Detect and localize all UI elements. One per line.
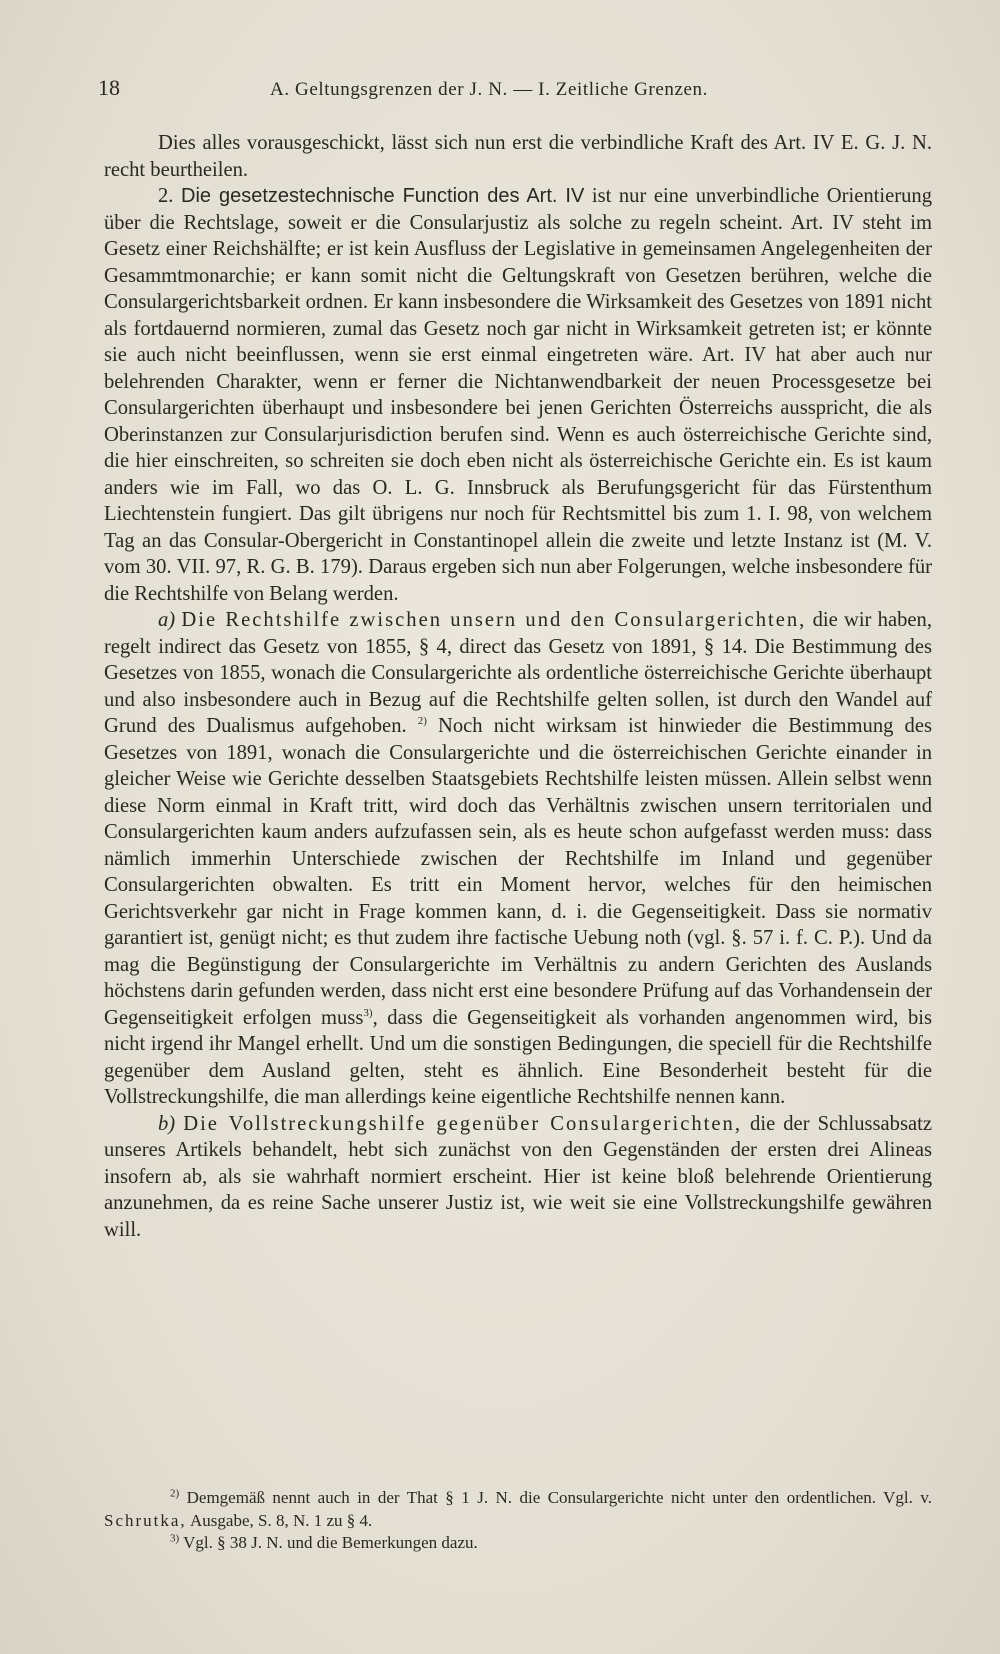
subsection-heading-b: Die Vollstreckungshilfe gegenüber Consulargerichten, — [183, 1112, 742, 1135]
paragraph-b — [104, 1111, 932, 1244]
footnote-2 — [104, 1487, 932, 1532]
footnote-3-mark: 3) — [170, 1532, 180, 1545]
paragraph-a-text-2: Noch nicht wirksam ist hinwieder die Bestimmung des Gesetzes von 1891, wonach die Consulargerichte und die österreichischen Gerichte einander in gleicher Weise wie Gerichte desselben Staatsgebiets Rechtshilfe leisten müssen. Allein selbst wenn diese Norm einmal in Kraft tritt, wird doch das Verhältnis zwischen unsern territorialen und Consulargerichten kaum anders aufzufassen sein, als es heute schon aufgefasst werden muss: dass nämlich immerhin Unterschiede zwischen der Rechtshilfe im Inland und gegenüber Consulargerichten obwalten. Es tritt ein Moment hervor, welches für den heimischen Gerichtsverkehr gar nicht in Frage kommen kann, d. i. die Gegenseitigkeit. Dass sie normativ garantiert ist, genügt nicht; es thut zudem ihre factische Uebung noth (vgl. §. 57 i. f. C. P.). Und da mag die Begünstigung der Consulargerichte im Verhältnis zu andern Gerichten des Auslands höchstens darin gefunden werden, dass nicht erst eine besondere Prüfung auf das Vorhandensein der Gegenseitigkeit erfolgen muss — [104, 715, 932, 1029]
subsection-label-a: a) — [158, 609, 176, 631]
paragraph-a-text-1: die wir haben, regelt indirect das Gesetz von 1855, § 4, direct das Gesetz von 1891, § 14. Die Bestimmung des Gesetzes von 1855, wonach die Consulargerichte als ordentliche österreichische Gerichte überhaupt und also insbesondere auch in Bezug auf die Rechtshilfe gelten sollen, ist durch den Wandel auf Grund des Dualismus aufgehoben. — [104, 609, 932, 737]
section-heading: Die gesetzestechnische Function des Art. IV — [181, 185, 585, 207]
running-head: A. Geltungsgrenzen der J. N. — I. Zeitliche Grenzen. — [270, 79, 708, 100]
footnote-3 — [104, 1532, 932, 1555]
subsection-heading-a: Die Rechtshilfe zwischen unsern und den Consulargerichten, — [181, 609, 807, 631]
paragraph-a-text-3: , dass die Gegenseitigkeit als vorhanden angenommen wird, bis nicht irgend ihr Mangel erhellt. Und um die sonstigen Bedingungen, die speciell für die Rechtshilfe gegenüber dem Ausland gelten, steht es ähnlich. Eine Besonderheit besteht für die Vollstreckungshilfe, die man allerdings keine eigentliche Rechtshilfe nennen kann. — [104, 1006, 932, 1108]
footnote-ref-3[interactable]: 3) — [363, 1006, 373, 1019]
footnote-2-text: Demgemäß nennt auch in der That § 1 J. N. die Consulargerichte nicht unter den ordentlichen. Vgl. v. — [186, 1488, 933, 1507]
paragraph-a — [104, 607, 932, 1111]
section-number: 2. — [158, 185, 174, 207]
page-number: 18 — [98, 75, 120, 100]
paragraph-section-2 — [104, 183, 932, 607]
paragraph-b-text: die der Schlussabsatz unseres Artikels behandelt, hebt sich zunächst von den Gegenständen der ersten drei Alineas insofern ab, als sie wahrhaft normiert erscheint. Hier ist keine bloß belehrende Orientierung anzunehmen, da es reine Sache unserer Justiz ist, wie weit sie eine Vollstreckungshilfe gewähren will. — [104, 1112, 932, 1241]
paragraph-intro: Dies alles vorausgeschickt, lässt sich nun erst die verbindliche Kraft des Art. IV E. G. J. N. recht beurtheilen. — [104, 132, 932, 181]
footnote-2-rest: Ausgabe, S. 8, N. 1 zu § 4. — [190, 1510, 373, 1530]
section-text: ist nur eine unverbindliche Orientierung über die Rechtslage, soweit er die Consularjustiz als solche zu regeln scheint. Art. IV steht im Gesetz einer Reichshälfte; er ist kein Ausfluss der Legislative in gemeinsamen Angelegenheiten der Gesammtmonarchie; er kann somit nicht die Geltungskraft von Gesetzen berühren, welche die Consulargerichtsbarkeit ordnen. Er kann insbesondere die Wirksamkeit des Gesetzes von 1891 nicht als fortdauernd normieren, zumal das Gesetz noch gar nicht in Wirksamkeit getreten ist; er könnte sie auch nicht beeinflussen, wenn sie erst einmal eingetreten wäre. Art. IV hat aber auch nur belehrenden Charakter, wenn er ferner die Nichtanwendbarkeit der neuen Processgesetze bei Consulargerichten überhaupt und insbesondere bei jenen Gerichten Österreichs ausspricht, die als Oberinstanzen zur Consularjurisdiction berufen sind. Wenn es auch österreichische Gerichte sind, die hier einschreiten, so schreiten sie doch eben nicht als österreichische Gerichte ein. Es ist kaum anders wie im Fall, wo das O. L. G. Innsbruck als Berufungsgericht für das Fürstenthum Liechtenstein fungiert. Das gilt übrigens nur noch für Rechtsmittel bis zum 1. I. 98, von welchem Tag an das Consular-Obergericht in Constantinopel allein die zweite und letzte Instanz ist (M. V. vom 30. VII. 97, R. G. B. 179). Daraus ergeben sich nun aber Folgerungen, welche insbesondere für die Rechtshilfe von Belang werden. — [104, 185, 932, 605]
body-text — [104, 130, 932, 1243]
footnote-2-author: Schrutka, — [104, 1510, 187, 1530]
footnote-2-mark: 2) — [170, 1487, 180, 1500]
subsection-label-b: b) — [158, 1112, 176, 1135]
footnote-ref-2[interactable]: 2) — [417, 715, 427, 728]
footnote-3-text: Vgl. § 38 J. N. und die Bemerkungen dazu. — [183, 1533, 478, 1552]
footnotes — [104, 1487, 932, 1555]
